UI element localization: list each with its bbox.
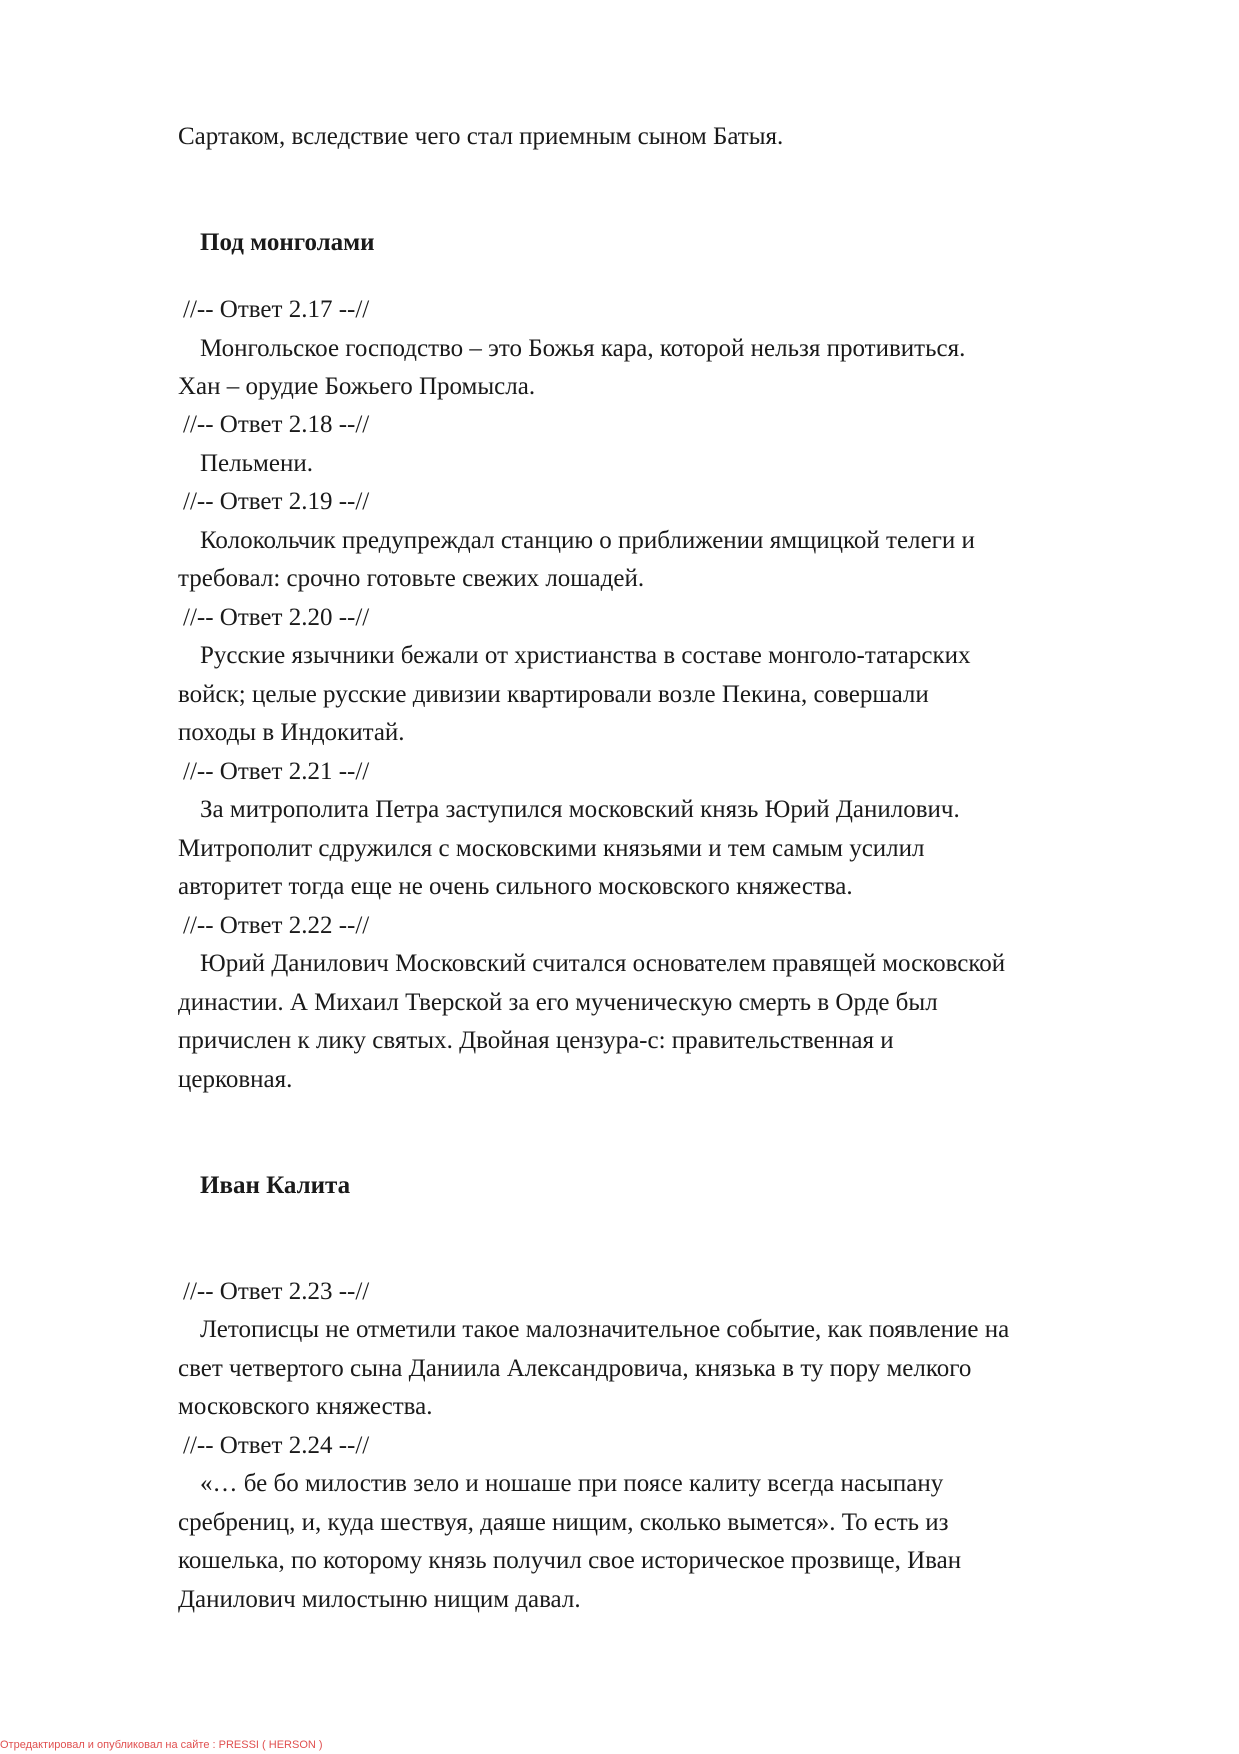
body-text-line: Колокольчик предупреждал станцию о приближении ямщицкой телеги и bbox=[200, 527, 975, 554]
answer-marker: //-- Ответ 2.19 --// bbox=[183, 488, 370, 515]
publisher-footer: Отредактировал и опубликовал на сайте : PRESSI ( HERSON ) bbox=[0, 1739, 323, 1751]
body-text-line: походы в Индокитай. bbox=[178, 719, 405, 746]
body-text-line: войск; целые русские дивизии квартировали возле Пекина, совершали bbox=[178, 681, 929, 708]
answer-marker: //-- Ответ 2.18 --// bbox=[183, 411, 370, 438]
answer-marker: //-- Ответ 2.20 --// bbox=[183, 604, 370, 631]
section-heading: Иван Калита bbox=[200, 1172, 351, 1199]
body-text-line: Русские язычники бежали от христианства в составе монголо-татарских bbox=[200, 642, 971, 669]
body-text-line: «… бе бо милостив зело и ношаше при поясе калиту всегда насыпану bbox=[200, 1470, 944, 1497]
body-text-line: Юрий Данилович Московский считался основателем правящей московской bbox=[200, 950, 1006, 977]
body-text-line: Митрополит сдружился с московскими князьями и тем самым усилил bbox=[178, 835, 925, 862]
answer-marker: //-- Ответ 2.22 --// bbox=[183, 912, 370, 939]
body-text-line: Пельмени. bbox=[200, 450, 313, 477]
answer-marker: //-- Ответ 2.24 --// bbox=[183, 1432, 370, 1459]
body-text-line: Хан – орудие Божьего Промысла. bbox=[178, 373, 536, 400]
body-text-line: Летописцы не отметили такое малозначительное событие, как появление на bbox=[200, 1316, 1010, 1343]
answer-marker: //-- Ответ 2.17 --// bbox=[183, 296, 370, 323]
body-text-line: свет четвертого сына Даниила Александровича, князька в ту пору мелкого bbox=[178, 1355, 972, 1382]
body-text-line: требовал: срочно готовьте свежих лошадей. bbox=[178, 565, 645, 592]
answer-marker: //-- Ответ 2.23 --// bbox=[183, 1278, 370, 1305]
body-text-line: Монгольское господство – это Божья кара, которой нельзя противиться. bbox=[200, 335, 966, 362]
body-text-line: Данилович милостыню нищим давал. bbox=[178, 1586, 581, 1613]
body-text-line: церковная. bbox=[178, 1066, 293, 1093]
answer-marker: //-- Ответ 2.21 --// bbox=[183, 758, 370, 785]
section-heading: Под монголами bbox=[200, 229, 375, 256]
body-text-line: Сартаком, вследствие чего стал приемным сыном Батыя. bbox=[178, 123, 784, 150]
body-text-line: За митрополита Петра заступился московский князь Юрий Данилович. bbox=[200, 796, 960, 823]
body-text-line: сребрениц, и, куда шествуя, даяше нищим, сколько вымется». То есть из bbox=[178, 1509, 949, 1536]
body-text-line: авторитет тогда еще не очень сильного московского княжества. bbox=[178, 873, 853, 900]
body-text-line: московского княжества. bbox=[178, 1393, 433, 1420]
body-text-line: династии. А Михаил Тверской за его мученическую смерть в Орде был bbox=[178, 989, 938, 1016]
body-text-line: кошелька, по которому князь получил свое историческое прозвище, Иван bbox=[178, 1547, 962, 1574]
body-text-line: причислен к лику святых. Двойная цензура-с: правительственная и bbox=[178, 1027, 894, 1054]
